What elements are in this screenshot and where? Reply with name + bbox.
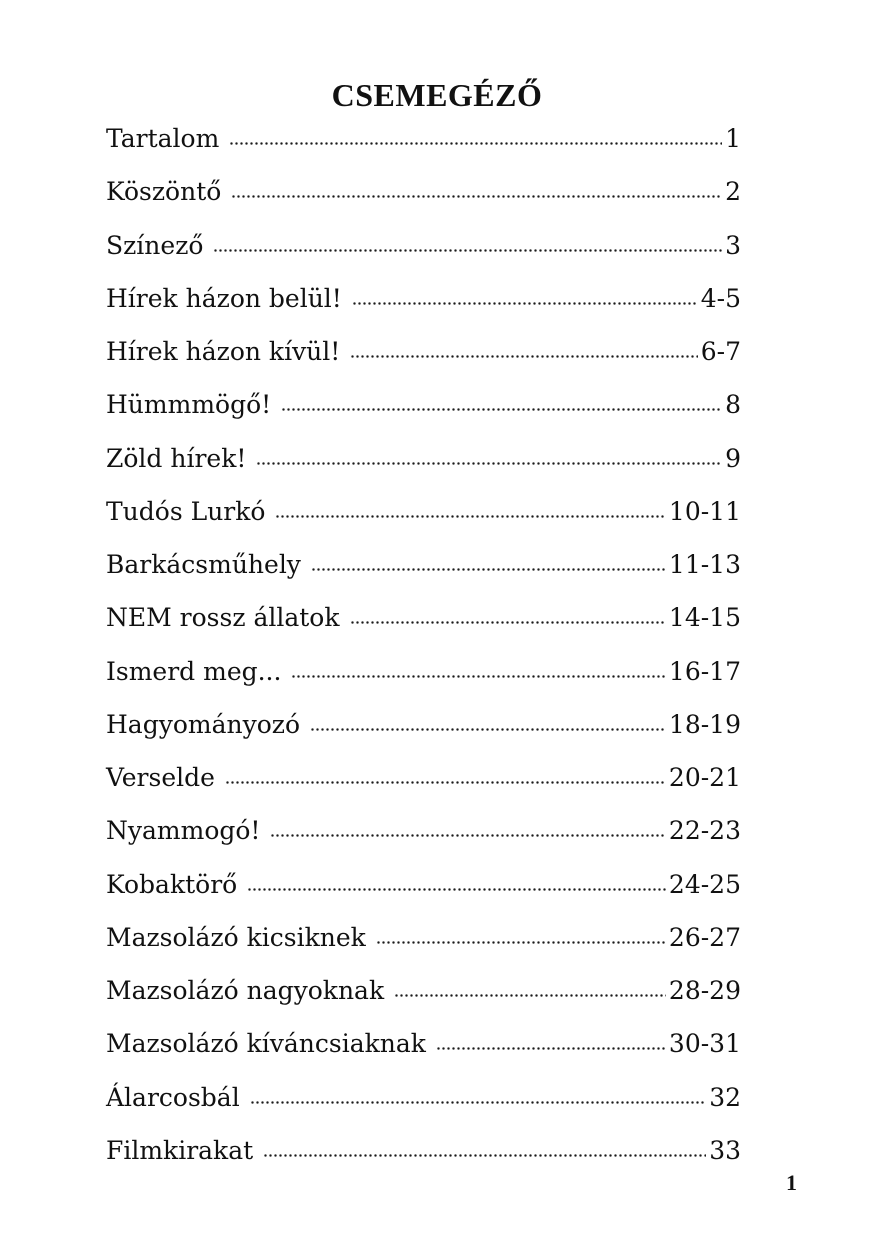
toc-entry-title: Színező	[106, 230, 204, 260]
dot-leader	[281, 408, 722, 411]
table-of-contents	[106, 112, 741, 1177]
dot-leader	[376, 941, 666, 944]
toc-entry-title: Mazsolázó nagyoknak	[106, 976, 385, 1005]
toc-entry-title: Hagyományozó	[106, 709, 300, 739]
toc-entry-title: NEM rossz állatok	[106, 603, 340, 633]
toc-entry-page: 16-17	[668, 656, 741, 686]
toc-entry-title: Tartalom	[106, 124, 220, 153]
dot-leader	[394, 994, 666, 997]
dot-leader	[247, 888, 666, 891]
toc-entry-title: Hírek házon kívül!	[106, 337, 341, 366]
toc-entry-page: 11-13	[668, 550, 741, 579]
dot-leader	[310, 728, 666, 731]
dot-leader	[213, 249, 722, 252]
toc-entry-page: 22-23	[668, 816, 741, 846]
toc-entry[interactable]	[106, 964, 741, 1017]
toc-entry-title: Köszöntő	[106, 177, 222, 207]
toc-entry[interactable]	[106, 591, 741, 644]
toc-entry[interactable]	[106, 272, 741, 325]
toc-entry[interactable]	[106, 698, 741, 751]
toc-entry-page: 28-29	[668, 976, 741, 1005]
toc-entry-title: Kobaktörő	[106, 869, 238, 899]
toc-entry-title: Nyammogó!	[106, 816, 261, 846]
toc-entry-page: 3	[725, 230, 741, 260]
dot-leader	[311, 568, 666, 571]
toc-entry-page: 18-19	[668, 709, 741, 739]
toc-entry[interactable]	[106, 432, 741, 485]
toc-entry[interactable]	[106, 1071, 741, 1124]
toc-entry-title: Mazsolázó kicsiknek	[106, 922, 366, 952]
dot-leader	[436, 1047, 666, 1050]
dot-leader	[256, 462, 722, 465]
toc-entry-page: 2	[725, 177, 741, 207]
dot-leader	[270, 834, 665, 837]
dot-leader	[350, 355, 697, 358]
toc-entry-title: Tudós Lurkó	[106, 496, 266, 526]
dot-leader	[275, 515, 665, 518]
toc-entry[interactable]	[106, 165, 741, 218]
dot-leader	[229, 142, 722, 145]
toc-entry-page: 32	[709, 1082, 741, 1112]
toc-entry-title: Filmkirakat	[106, 1135, 254, 1165]
toc-entry-page: 10-11	[668, 496, 741, 526]
toc-entry-page: 14-15	[668, 603, 741, 633]
dot-leader	[225, 781, 666, 784]
dot-leader	[291, 675, 665, 678]
toc-entry-title: Mazsolázó kíváncsiaknak	[106, 1029, 426, 1059]
toc-entry-page: 30-31	[668, 1029, 741, 1059]
toc-entry[interactable]	[106, 1017, 741, 1070]
toc-entry-page: 24-25	[668, 869, 741, 899]
toc-entry-title: Barkácsműhely	[106, 550, 301, 579]
toc-entry-title: Ismerd meg...	[106, 656, 282, 686]
toc-entry-title: Verselde	[106, 763, 215, 792]
toc-entry[interactable]	[106, 112, 741, 165]
dot-leader	[352, 302, 698, 305]
toc-entry[interactable]	[106, 911, 741, 964]
toc-entry-page: 8	[725, 390, 741, 420]
toc-entry[interactable]	[106, 804, 741, 857]
toc-entry-page: 9	[725, 443, 741, 473]
toc-entry[interactable]	[106, 325, 741, 378]
toc-entry-title: Álarcosbál	[106, 1082, 240, 1112]
page-number: 1	[786, 1170, 797, 1195]
toc-entry-page: 33	[709, 1135, 741, 1165]
dot-leader	[263, 1154, 706, 1157]
toc-entry[interactable]	[106, 378, 741, 431]
dot-leader	[250, 1101, 706, 1104]
toc-entry-page: 26-27	[668, 922, 741, 952]
toc-entry-page: 4-5	[700, 283, 741, 313]
toc-entry[interactable]	[106, 219, 741, 272]
page-title: CSEMEGÉZŐ	[331, 77, 543, 114]
toc-entry-title: Hírek házon belül!	[106, 283, 342, 313]
toc-entry[interactable]	[106, 645, 741, 698]
toc-entry-page: 6-7	[700, 337, 741, 366]
toc-entry-page: 1	[725, 124, 741, 153]
toc-entry[interactable]	[106, 858, 741, 911]
toc-entry[interactable]	[106, 538, 741, 591]
dot-leader	[350, 621, 666, 624]
toc-entry[interactable]	[106, 1124, 741, 1177]
toc-entry[interactable]	[106, 485, 741, 538]
toc-entry-title: Zöld hírek!	[106, 443, 247, 473]
toc-entry-title: Hümmmögő!	[106, 390, 272, 420]
toc-entry[interactable]	[106, 751, 741, 804]
toc-entry-page: 20-21	[668, 763, 741, 792]
dot-leader	[231, 195, 722, 198]
